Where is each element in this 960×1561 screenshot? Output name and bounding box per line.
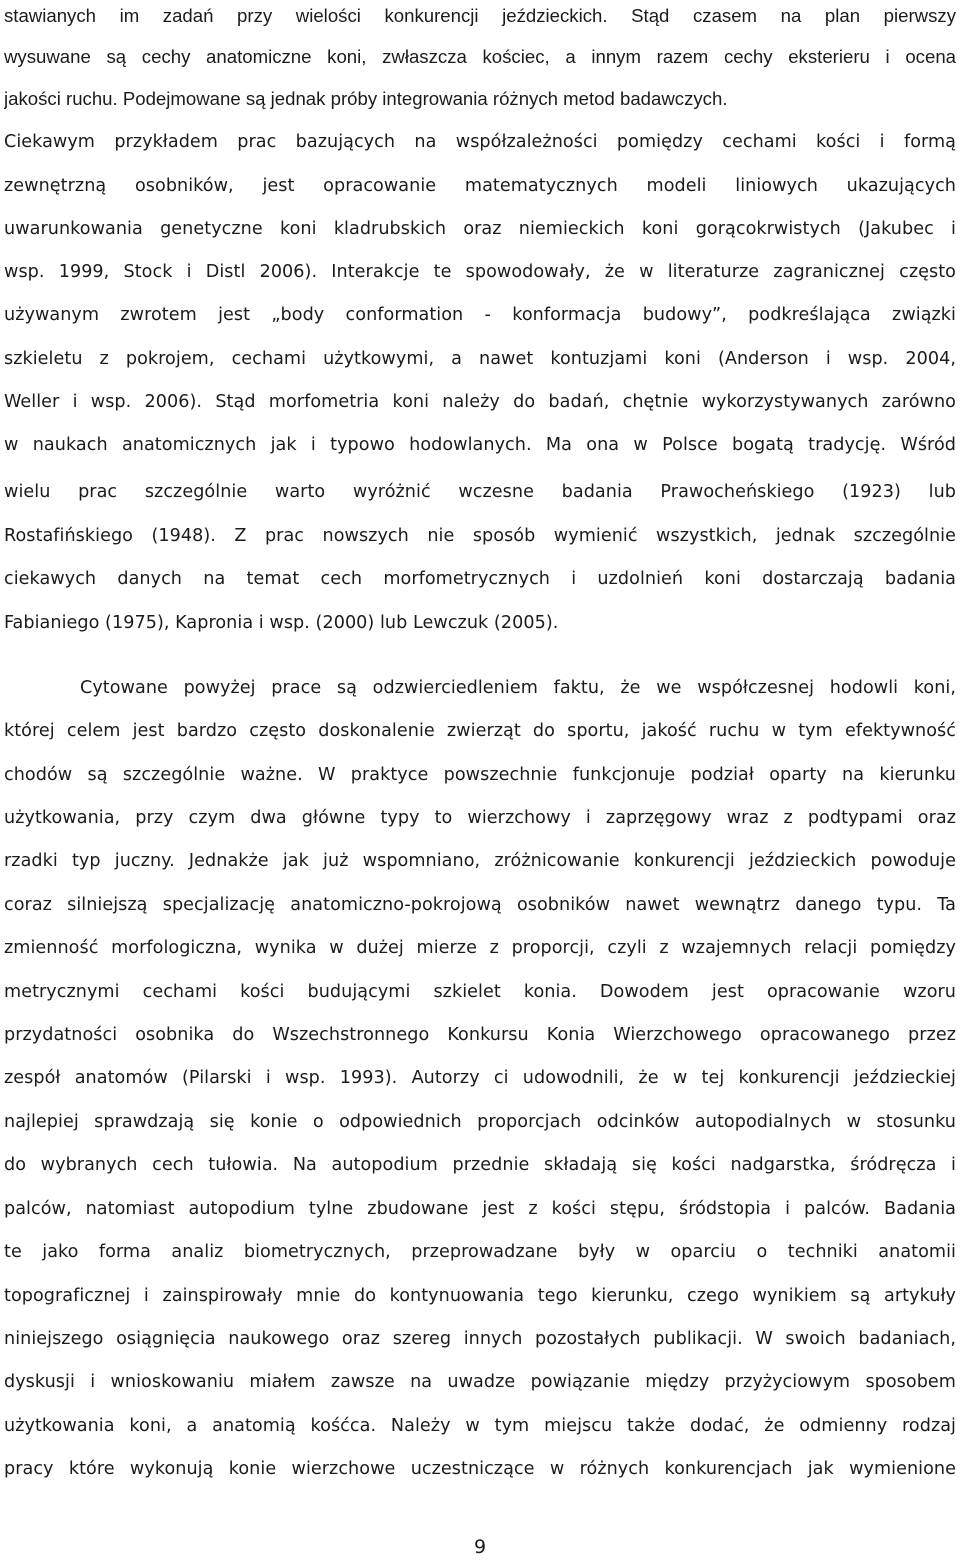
paragraph-2-line-15: topograficznej i zainspirowały mnie do kontynuowania tego kierunku, czego wynikiem są artykuły bbox=[4, 1286, 956, 1306]
paragraph-2-line-9: przydatności osobnika do Wszechstronnego Konkursu Konia Wierzchowego opracowanego przez bbox=[4, 1025, 956, 1045]
paragraph-2-line-14: te jako forma analiz biometrycznych, przeprowadzane były w oparciu o techniki anatomii bbox=[4, 1242, 956, 1262]
paragraph-2-line-6: coraz silniejszą specjalizację anatomiczno-pokrojową osobników nawet wewnątrz danego typu. Ta bbox=[4, 895, 956, 915]
paragraph-2-line-2: której celem jest bardzo często doskonalenie zwierząt do sportu, jakość ruchu w tym efektywność bbox=[4, 721, 956, 741]
paragraph-2-line-16: niniejszego osiągnięcia naukowego oraz szereg innych pozostałych publikacji. W swoich badaniach, bbox=[4, 1329, 956, 1349]
paragraph-1-line-10: Weller i wsp. 2006). Stąd morfometria koni należy do badań, chętnie wykorzystywanych zarówno bbox=[4, 392, 956, 412]
paragraph-2-line-11: najlepiej sprawdzają się konie o odpowiednich proporcjach odcinków autopodialnych w stosunku bbox=[4, 1112, 956, 1132]
paragraph-2-line-1: Cytowane powyżej prace są odzwierciedleniem faktu, że we współczesnej hodowli koni, bbox=[80, 678, 956, 698]
paragraph-2-line-18: użytkowania koni, a anatomią kośćca. Należy w tym miejscu także dodać, że odmienny rodzaj bbox=[4, 1416, 956, 1436]
paragraph-1-line-12: wielu prac szczególnie warto wyróżnić wczesne badania Prawocheńskiego (1923) lub bbox=[4, 482, 956, 502]
paragraph-2-line-3: chodów są szczególnie ważne. W praktyce powszechnie funkcjonuje podział oparty na kierunku bbox=[4, 765, 956, 785]
paragraph-1-line-4: Ciekawym przykładem prac bazujących na współzależności pomiędzy cechami kości i formą bbox=[4, 132, 956, 152]
paragraph-2-line-5: rzadki typ juczny. Jednakże jak już wspomniano, zróżnicowanie konkurencji jeździeckich powoduje bbox=[4, 851, 956, 871]
paragraph-1-line-15: Fabianiego (1975), Kapronia i wsp. (2000) lub Lewczuk (2005). bbox=[4, 613, 559, 633]
paragraph-1-line-13: Rostafińskiego (1948). Z prac nowszych nie sposób wymienić wszystkich, jednak szczególnie bbox=[4, 526, 956, 546]
paragraph-1-line-1: stawianych im zadań przy wielości konkurencji jeździeckich. Stąd czasem na plan pierwszy bbox=[4, 5, 956, 26]
paragraph-2-line-10: zespół anatomów (Pilarski i wsp. 1993). Autorzy ci udowodnili, że w tej konkurencji jeździeckiej bbox=[4, 1068, 956, 1088]
paragraph-2-line-4: użytkowania, przy czym dwa główne typy to wierzchowy i zaprzęgowy wraz z podtypami oraz bbox=[4, 808, 956, 828]
paragraph-2-line-8: metrycznymi cechami kości budującymi szkielet konia. Dowodem jest opracowanie wzoru bbox=[4, 982, 956, 1002]
page-number: 9 bbox=[473, 1536, 487, 1558]
paragraph-1-line-8: używanym zwrotem jest „body conformation - konformacja budowy”, podkreślająca związki bbox=[4, 305, 956, 325]
paragraph-1-line-2: wysuwane są cechy anatomiczne koni, zwłaszcza kościec, a innym razem cechy eksterieru i ocena bbox=[4, 46, 956, 67]
paragraph-1-line-6: uwarunkowania genetyczne koni kladrubskich oraz niemieckich koni gorącokrwistych (Jakubec i bbox=[4, 219, 956, 239]
paragraph-1-line-3: jakości ruchu. Podejmowane są jednak próby integrowania różnych metod badawczych. bbox=[4, 88, 728, 109]
paragraph-2-line-12: do wybranych cech tułowia. Na autopodium przednie składają się kości nadgarstka, śródręcza i bbox=[4, 1155, 956, 1175]
paragraph-1-line-14: ciekawych danych na temat cech morfometrycznych i uzdolnień koni dostarczają badania bbox=[4, 569, 956, 589]
paragraph-1-line-5: zewnętrzną osobników, jest opracowanie matematycznych modeli liniowych ukazujących bbox=[4, 176, 956, 196]
paragraph-1-line-9: szkieletu z pokrojem, cechami użytkowymi, a nawet kontuzjami koni (Anderson i wsp. 2004, bbox=[4, 349, 956, 369]
paragraph-1-line-11: w naukach anatomicznych jak i typowo hodowlanych. Ma ona w Polsce bogatą tradycję. Wśród bbox=[4, 435, 956, 455]
paragraph-2-line-17: dyskusji i wnioskowaniu miałem zawsze na uwadze powiązanie między przyżyciowym sposobem bbox=[4, 1372, 956, 1392]
paragraph-2-line-7: zmienność morfologiczna, wynika w dużej mierze z proporcji, czyli z wzajemnych relacji pomiędzy bbox=[4, 938, 956, 958]
paragraph-2-line-19: pracy które wykonują konie wierzchowe uczestniczące w różnych konkurencjach jak wymienione bbox=[4, 1459, 956, 1479]
paragraph-2-line-13: palców, natomiast autopodium tylne zbudowane jest z kości stępu, śródstopia i palców. Badania bbox=[4, 1199, 956, 1219]
paragraph-1-line-7: wsp. 1999, Stock i Distl 2006). Interakcje te spowodowały, że w literaturze zagranicznej często bbox=[4, 262, 956, 282]
